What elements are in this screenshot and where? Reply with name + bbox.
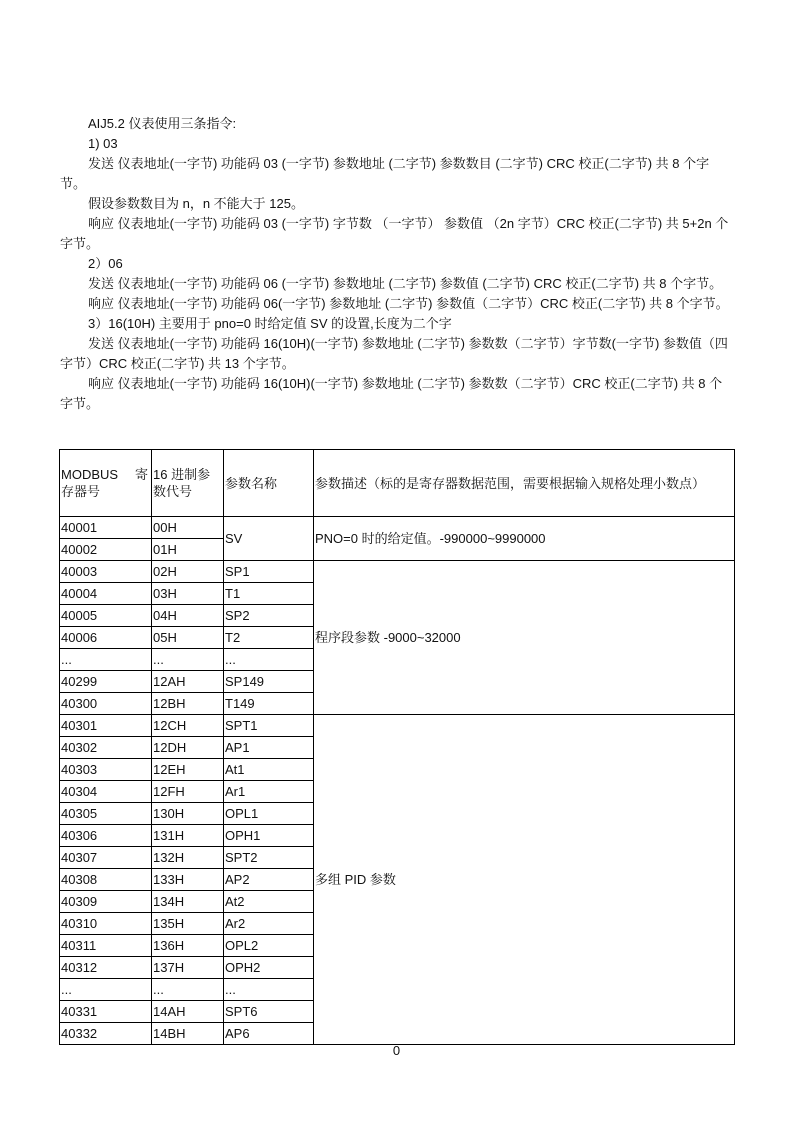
register-number-cell: 40308 [60,869,152,891]
param-name-cell: T1 [224,583,314,605]
register-number-cell: 40004 [60,583,152,605]
hex-code-cell: 135H [152,913,224,935]
hex-code-cell: 14AH [152,1001,224,1023]
section-3-heading: 3）16(10H) 主要用于 pno=0 时给定值 SV 的设置,长度为二个字 [88,316,452,331]
hex-code-cell: ... [152,979,224,1001]
register-number-cell: 40306 [60,825,152,847]
register-table [59,449,735,1045]
section-2-response: 响应 仪表地址(一字节) 功能码 06(一字节) 参数地址 (二字节) 参数值（二字节）CRC 校正(二字节) 共 8 个字节。 [88,296,729,311]
section-2-heading: 2）06 [88,256,123,271]
param-name-cell: OPL1 [224,803,314,825]
param-name-cell: At2 [224,891,314,913]
register-number-cell: 40006 [60,627,152,649]
param-name-cell: AP2 [224,869,314,891]
register-number-cell: ... [60,649,152,671]
register-number-cell: 40304 [60,781,152,803]
param-name-cell: SPT1 [224,715,314,737]
instruction-section [60,114,735,414]
param-name-cell: SPT6 [224,1001,314,1023]
section-1-assumption: 假设参数数目为 n，n 不能大于 125。 [88,196,304,211]
hex-code-cell: 130H [152,803,224,825]
register-number-cell: 40309 [60,891,152,913]
table-row [60,715,735,737]
register-number-cell: 40302 [60,737,152,759]
register-number-cell: 40310 [60,913,152,935]
hex-code-cell: 134H [152,891,224,913]
register-number-cell: 40312 [60,957,152,979]
param-name-cell: Ar1 [224,781,314,803]
section-1-response: 响应 仪表地址(一字节) 功能码 03 (一字节) 字节数 （一字节） 参数值 （2n 字节）CRC 校正(二字节) 共 5+2n 个字节。 [60,216,729,251]
section-1-heading: 1) 03 [88,136,118,151]
register-number-cell: 40005 [60,605,152,627]
hex-code-cell: 12EH [152,759,224,781]
header-modbus-register: MODBUS 寄 存器号 [60,450,152,517]
section-3-response: 响应 仪表地址(一字节) 功能码 16(10H)(一字节) 参数地址 (二字节) 参数数（二字节）CRC 校正(二字节) 共 8 个字节。 [60,376,723,411]
hex-code-cell: 04H [152,605,224,627]
param-name-cell: AP6 [224,1023,314,1045]
hex-code-cell: ... [152,649,224,671]
register-number-cell: 40303 [60,759,152,781]
param-description-cell: PNO=0 时的给定值。-990000~9990000 [314,517,735,561]
hex-code-cell: 131H [152,825,224,847]
hex-code-cell: 133H [152,869,224,891]
register-number-cell: 40002 [60,539,152,561]
register-number-cell: 40301 [60,715,152,737]
table-row [60,561,735,583]
param-name-cell: SV [224,517,314,561]
param-name-cell: ... [224,979,314,1001]
hex-code-cell: 02H [152,561,224,583]
param-name-cell: T2 [224,627,314,649]
intro-title: AIJ5.2 仪表使用三条指令: [88,116,237,131]
section-3-send: 发送 仪表地址(一字节) 功能码 16(10H)(一字节) 参数地址 (二字节) 参数数（二字节）字节数(一字节) 参数值（四字节）CRC 校正(二字节) 共 13 个字节。 [60,336,728,371]
hex-code-cell: 137H [152,957,224,979]
param-name-cell: Ar2 [224,913,314,935]
register-number-cell: 40001 [60,517,152,539]
table-header-row [60,450,735,517]
hex-code-cell: 03H [152,583,224,605]
param-name-cell: AP1 [224,737,314,759]
hex-code-cell: 01H [152,539,224,561]
param-name-cell: OPH1 [224,825,314,847]
param-name-cell: OPH2 [224,957,314,979]
param-name-cell: SP1 [224,561,314,583]
register-number-cell: 40299 [60,671,152,693]
register-number-cell: 40331 [60,1001,152,1023]
header-param-description: 参数描述（标的是寄存器数据范围，需要根据输入规格处理小数点） [314,450,735,517]
register-number-cell: 40305 [60,803,152,825]
param-name-cell: SPT2 [224,847,314,869]
param-name-cell: ... [224,649,314,671]
hex-code-cell: 12BH [152,693,224,715]
hex-code-cell: 00H [152,517,224,539]
register-number-cell: 40307 [60,847,152,869]
section-1-send: 发送 仪表地址(一字节) 功能码 03 (一字节) 参数地址 (二字节) 参数数目 (二字节) CRC 校正(二字节) 共 8 个字节。 [60,156,710,191]
hex-code-cell: 12CH [152,715,224,737]
param-name-cell: OPL2 [224,935,314,957]
register-number-cell: ... [60,979,152,1001]
param-description-cell: 程序段参数 -9000~32000 [314,561,735,715]
header-hex-code: 16 进制参数代号 [152,450,224,517]
hex-code-cell: 12DH [152,737,224,759]
param-name-cell: At1 [224,759,314,781]
table-row [60,517,735,539]
header-param-name: 参数名称 [224,450,314,517]
param-description-cell: 多组 PID 参数 [314,715,735,1045]
register-number-cell: 40003 [60,561,152,583]
register-number-cell: 40311 [60,935,152,957]
page-number: 0 [392,1043,401,1058]
register-number-cell: 40332 [60,1023,152,1045]
param-name-cell: SP2 [224,605,314,627]
param-name-cell: SP149 [224,671,314,693]
hex-code-cell: 12FH [152,781,224,803]
hex-code-cell: 05H [152,627,224,649]
section-2-send: 发送 仪表地址(一字节) 功能码 06 (一字节) 参数地址 (二字节) 参数值 (二字节) CRC 校正(二字节) 共 8 个字节。 [88,276,723,291]
param-name-cell: T149 [224,693,314,715]
hex-code-cell: 14BH [152,1023,224,1045]
hex-code-cell: 136H [152,935,224,957]
hex-code-cell: 12AH [152,671,224,693]
hex-code-cell: 132H [152,847,224,869]
register-number-cell: 40300 [60,693,152,715]
